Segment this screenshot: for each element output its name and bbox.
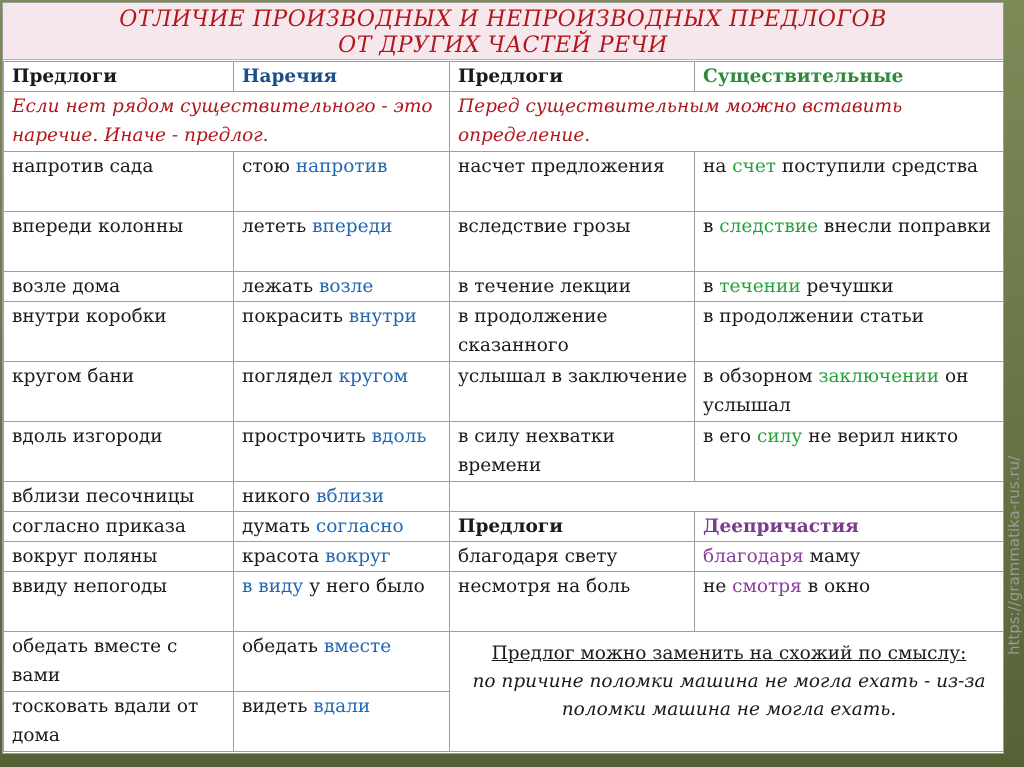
adverb-cell — [234, 212, 450, 272]
participle-highlight: благодаря — [703, 546, 804, 567]
table-row — [4, 272, 1004, 302]
adverb-text: поглядел — [242, 366, 339, 387]
note-heading: Предлог можно заменить на схожий по смыслу: — [491, 643, 967, 664]
noun-cell — [695, 272, 1004, 302]
adverb-highlight: вдоль — [371, 426, 427, 447]
adverb-highlight: впереди — [312, 216, 393, 237]
preposition-cell: в течение лекции — [450, 272, 695, 302]
adverb-highlight: внутри — [348, 306, 417, 327]
header-nouns: Существительные — [695, 62, 1004, 92]
adverb-text: стою — [242, 156, 296, 177]
header-prepositions-participles: Предлоги — [450, 512, 695, 542]
noun-highlight: следствие — [719, 216, 819, 237]
adverb-text: прострочить — [242, 426, 372, 447]
noun-highlight: течении — [719, 276, 801, 297]
noun-text: в — [703, 216, 720, 237]
noun-highlight: силу — [756, 426, 803, 447]
adverb-highlight: вместе — [323, 636, 392, 657]
preposition-cell: впереди колонны — [4, 212, 234, 272]
adverb-cell — [234, 422, 450, 482]
preposition-cell: вследствие грозы — [450, 212, 695, 272]
preposition-cell: тосковать вдали от дома — [4, 692, 234, 752]
watermark-url: https://grammatika-rus.ru/ — [1005, 455, 1023, 655]
adverb-cell — [234, 512, 450, 542]
header-prepositions-right: Предлоги — [450, 62, 695, 92]
participle-cell — [695, 542, 1004, 572]
preposition-cell: ввиду непогоды — [4, 572, 234, 632]
rules-table-sheet — [2, 2, 1004, 754]
noun-text: поступили средства — [776, 156, 979, 177]
noun-cell — [695, 152, 1004, 212]
preposition-cell: благодаря свету — [450, 542, 695, 572]
noun-highlight: заключении — [818, 366, 940, 387]
adverb-cell — [234, 692, 450, 752]
noun-highlight: счет — [732, 156, 777, 177]
adverb-cell — [234, 362, 450, 422]
noun-text: в продолжении статьи — [703, 306, 924, 327]
page-title-line-1: ОТЛИЧИЕ ПРОИЗВОДНЫХ И НЕПРОИЗВОДНЫХ ПРЕДЛОГОВ — [119, 7, 887, 32]
adverb-text: никого — [242, 486, 317, 507]
noun-text: на — [703, 156, 733, 177]
adverb-highlight: возле — [318, 276, 374, 297]
rule-adverb: Если нет рядом существительного - это наречие. Иначе - предлог. — [4, 92, 450, 152]
participle-highlight: смотря — [732, 576, 802, 597]
adverb-highlight: вблизи — [316, 486, 385, 507]
noun-cell — [695, 212, 1004, 272]
empty-cell — [450, 482, 1004, 512]
preposition-cell: несмотря на боль — [450, 572, 695, 632]
noun-highlight: в виду — [242, 576, 304, 597]
adverb-highlight: напротив — [295, 156, 388, 177]
noun-text: он услышал — [703, 366, 969, 416]
adverb-cell — [234, 542, 450, 572]
adverb-text: лежать — [242, 276, 319, 297]
preposition-cell: в силу нехватки времени — [450, 422, 695, 482]
noun-cell — [695, 362, 1004, 422]
note-example: по причине поломки машина не могла ехать - из-за поломки машина не могла ехать. — [472, 671, 986, 720]
page-title-line-2: ОТ ДРУГИХ ЧАСТЕЙ РЕЧИ — [338, 33, 668, 58]
preposition-cell: вдоль изгороди — [4, 422, 234, 482]
preposition-cell: согласно приказа — [4, 512, 234, 542]
table-row — [4, 482, 1004, 512]
adverb-cell — [234, 272, 450, 302]
header-prepositions-left: Предлоги — [4, 62, 234, 92]
preposition-cell: напротив сада — [4, 152, 234, 212]
header-row — [4, 62, 1004, 92]
table-row — [4, 572, 1004, 632]
participle-text: в окно — [801, 576, 871, 597]
adverb-text: покрасить — [242, 306, 349, 327]
table-row — [4, 212, 1004, 272]
table-row — [4, 512, 1004, 542]
table-row — [4, 542, 1004, 572]
comparison-table — [3, 61, 1004, 752]
noun-text: у него было — [303, 576, 425, 597]
noun-text: не верил никто — [802, 426, 959, 447]
watermark — [1001, 405, 1023, 655]
noun-text: в его — [703, 426, 757, 447]
noun-text: в — [703, 276, 720, 297]
adverb-text: видеть — [242, 696, 314, 717]
table-row — [4, 152, 1004, 212]
preposition-cell: вокруг поляны — [4, 542, 234, 572]
noun-cell — [695, 422, 1004, 482]
note-cell — [450, 632, 1004, 752]
adverb-highlight: согласно — [315, 516, 404, 537]
table-row — [4, 362, 1004, 422]
adverb-text: думать — [242, 516, 316, 537]
participle-cell — [695, 572, 1004, 632]
replacement-note — [462, 640, 996, 740]
noun-text: речушки — [800, 276, 894, 297]
preposition-cell: вблизи песочницы — [4, 482, 234, 512]
preposition-cell: внутри коробки — [4, 302, 234, 362]
preposition-cell: услышал в заключение — [450, 362, 695, 422]
adverb-highlight: вдали — [313, 696, 371, 717]
adverb-cell — [234, 152, 450, 212]
header-participles: Деепричастия — [695, 512, 1004, 542]
participle-text: не — [703, 576, 733, 597]
preposition-cell: обедать вместе с вами — [4, 632, 234, 692]
adverb-cell — [234, 632, 450, 692]
adverb-highlight: кругом — [338, 366, 409, 387]
preposition-cell: возле дома — [4, 272, 234, 302]
noun-text: внесли поправки — [818, 216, 991, 237]
rule-noun: Перед существительным можно вставить определение. — [450, 92, 1004, 152]
adverb-cell — [234, 482, 450, 512]
preposition-cell: кругом бани — [4, 362, 234, 422]
noun-text: в обзорном — [703, 366, 819, 387]
table-row — [4, 302, 1004, 362]
table-row — [4, 632, 1004, 692]
preposition-cell: насчет предложения — [450, 152, 695, 212]
title-band — [3, 3, 1003, 60]
adverb-text: обедать — [242, 636, 324, 657]
adverb-text: красота — [242, 546, 326, 567]
header-adverbs: Наречия — [234, 62, 450, 92]
adverb-text: лететь — [242, 216, 313, 237]
adverb-cell — [234, 302, 450, 362]
noun-cell — [695, 302, 1004, 362]
preposition-cell: в продолжение сказанного — [450, 302, 695, 362]
rules-row — [4, 92, 1004, 152]
table-row — [4, 422, 1004, 482]
adverb-highlight: вокруг — [325, 546, 391, 567]
participle-text: маму — [803, 546, 861, 567]
noun-phrase-cell — [234, 572, 450, 632]
